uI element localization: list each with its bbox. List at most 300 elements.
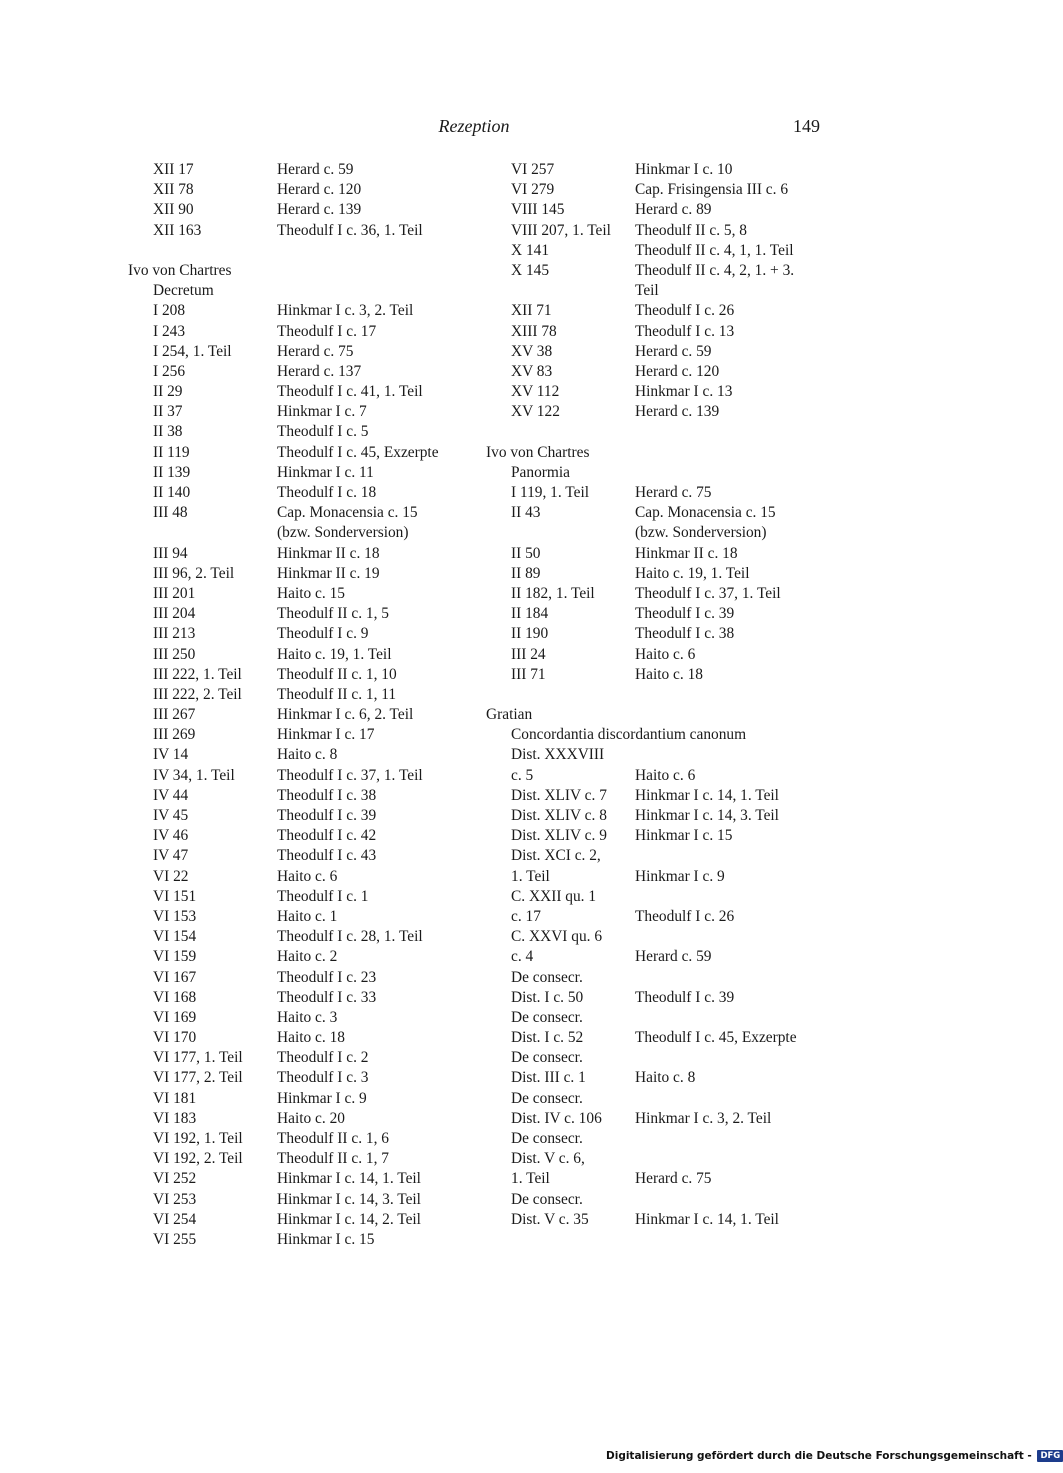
target-reference: Haito c. 18 bbox=[277, 1029, 345, 1047]
target-reference: Hinkmar I c. 9 bbox=[277, 1089, 367, 1107]
concordance-row bbox=[486, 564, 831, 584]
concordance-row bbox=[486, 584, 831, 604]
concordance-row bbox=[128, 806, 473, 826]
source-reference: III 222, 2. Teil bbox=[153, 685, 242, 703]
concordance-row bbox=[486, 523, 831, 543]
concordance-row bbox=[128, 564, 473, 584]
target-reference: Hinkmar I c. 14, 3. Teil bbox=[277, 1190, 421, 1208]
target-reference: Theodulf I c. 45, Exzerpte bbox=[635, 1029, 797, 1047]
concordance-row bbox=[128, 1129, 473, 1149]
source-reference: VI 279 bbox=[511, 181, 555, 199]
concordance-row bbox=[486, 907, 831, 927]
source-reference: III 71 bbox=[511, 665, 546, 683]
target-reference: Theodulf I c. 39 bbox=[277, 807, 377, 824]
target-reference: Theodulf I c. 42 bbox=[277, 827, 377, 845]
concordance-row bbox=[486, 624, 831, 644]
target-reference: Haito c. 6 bbox=[635, 645, 696, 663]
target-reference: Hinkmar I c. 3, 2. Teil bbox=[277, 302, 414, 320]
source-reference: VI 167 bbox=[153, 968, 197, 986]
target-reference: Haito c. 19, 1. Teil bbox=[635, 564, 750, 582]
footer-text: Digitalisierung gefördert durch die Deutsche Forschungsgemeinschaft - bbox=[606, 1450, 1032, 1462]
target-reference: Theodulf I c. 26 bbox=[635, 907, 735, 925]
source-reference: II 38 bbox=[153, 423, 183, 441]
concordance-row bbox=[128, 483, 473, 503]
concordance-row bbox=[128, 1068, 473, 1088]
source-reference: Dist. I c. 52 bbox=[511, 1029, 584, 1047]
concordance-row bbox=[128, 362, 473, 382]
source-reference: De consecr. bbox=[511, 1089, 583, 1107]
source-reference: XII 78 bbox=[153, 181, 194, 199]
concordance-row bbox=[486, 322, 831, 342]
concordance-row bbox=[486, 1210, 831, 1230]
source-reference: II 89 bbox=[511, 564, 541, 582]
heading-text: Gratian bbox=[486, 706, 533, 724]
concordance-row bbox=[486, 645, 831, 665]
concordance-row bbox=[128, 624, 473, 644]
source-reference: III 267 bbox=[153, 706, 196, 724]
source-reference: III 201 bbox=[153, 584, 196, 602]
target-reference: (bzw. Sonderversion) bbox=[277, 524, 409, 542]
target-reference: Herard c. 120 bbox=[635, 362, 720, 380]
target-reference: Cap. Monacensia c. 15 bbox=[277, 504, 418, 522]
concordance-row bbox=[128, 645, 473, 665]
section-subheading bbox=[486, 725, 831, 745]
source-reference: VI 170 bbox=[153, 1029, 197, 1047]
target-reference: Cap. Monacensia c. 15 bbox=[635, 504, 776, 522]
source-reference: c. 4 bbox=[511, 948, 534, 966]
source-reference: C. XXII qu. 1 bbox=[511, 887, 597, 905]
target-reference: Hinkmar I c. 14, 1. Teil bbox=[635, 1210, 779, 1228]
concordance-row bbox=[486, 988, 831, 1008]
target-reference: Herard c. 139 bbox=[277, 201, 362, 219]
target-reference: Hinkmar II c. 19 bbox=[277, 564, 380, 582]
target-reference: Theodulf I c. 18 bbox=[277, 484, 377, 501]
concordance-row bbox=[486, 281, 831, 301]
source-reference: III 48 bbox=[153, 504, 188, 522]
source-reference: I 254, 1. Teil bbox=[153, 342, 232, 360]
target-reference: Haito c. 3 bbox=[277, 1008, 338, 1026]
target-reference: Hinkmar I c. 15 bbox=[277, 1230, 375, 1248]
target-reference: Haito c. 8 bbox=[635, 1069, 696, 1087]
source-reference: VI 159 bbox=[153, 948, 197, 966]
target-reference: Theodulf I c. 3 bbox=[277, 1069, 369, 1087]
target-reference: Theodulf I c. 2 bbox=[277, 1049, 369, 1067]
source-reference: I 208 bbox=[153, 302, 186, 320]
source-reference: De consecr. bbox=[511, 1190, 583, 1208]
concordance-row bbox=[128, 443, 473, 463]
source-reference: VI 181 bbox=[153, 1089, 197, 1107]
concordance-row bbox=[128, 584, 473, 604]
concordance-row bbox=[128, 826, 473, 846]
concordance-row bbox=[486, 221, 831, 241]
target-reference: Herard c. 59 bbox=[635, 948, 712, 966]
target-reference: Theodulf I c. 9 bbox=[277, 625, 369, 643]
concordance-row bbox=[486, 544, 831, 564]
concordance-row bbox=[128, 1210, 473, 1230]
source-reference: III 204 bbox=[153, 605, 196, 623]
source-reference: VI 177, 2. Teil bbox=[153, 1069, 243, 1087]
left-column bbox=[128, 160, 473, 1250]
section-subheading bbox=[486, 463, 831, 483]
concordance-row bbox=[128, 301, 473, 321]
section-heading bbox=[486, 443, 831, 463]
concordance-row bbox=[486, 342, 831, 362]
source-reference: Dist. IV c. 106 bbox=[511, 1109, 602, 1127]
source-reference: I 119, 1. Teil bbox=[511, 484, 590, 501]
concordance-row bbox=[128, 988, 473, 1008]
section-subheading bbox=[128, 281, 473, 301]
target-reference: Theodulf II c. 1, 7 bbox=[277, 1150, 389, 1168]
target-reference: Theodulf I c. 13 bbox=[635, 322, 735, 340]
section-heading bbox=[128, 261, 473, 281]
concordance-row bbox=[486, 160, 831, 180]
target-reference: Hinkmar I c. 9 bbox=[635, 867, 725, 885]
source-reference: XIII 78 bbox=[511, 322, 557, 340]
concordance-row bbox=[128, 786, 473, 806]
target-reference: Hinkmar I c. 14, 1. Teil bbox=[277, 1170, 421, 1188]
concordance-row bbox=[486, 1089, 831, 1109]
concordance-row bbox=[486, 1149, 831, 1169]
concordance-row bbox=[486, 604, 831, 624]
source-reference: VI 168 bbox=[153, 988, 197, 1006]
source-reference: XV 112 bbox=[511, 383, 560, 401]
source-reference: De consecr. bbox=[511, 968, 583, 986]
concordance-row bbox=[486, 301, 831, 321]
target-reference: Haito c. 8 bbox=[277, 746, 338, 764]
concordance-row bbox=[128, 907, 473, 927]
concordance-row bbox=[128, 846, 473, 866]
concordance-row bbox=[128, 503, 473, 523]
concordance-row bbox=[486, 503, 831, 523]
source-reference: II 29 bbox=[153, 383, 183, 401]
target-reference: Cap. Frisingensia III c. 6 bbox=[635, 181, 789, 199]
concordance-row bbox=[486, 261, 831, 281]
concordance-row bbox=[486, 867, 831, 887]
concordance-row bbox=[128, 1169, 473, 1189]
source-reference: Dist. XLIV c. 7 bbox=[511, 786, 607, 804]
right-column bbox=[486, 160, 831, 1230]
concordance-row bbox=[128, 544, 473, 564]
source-reference: XII 17 bbox=[153, 161, 194, 178]
target-reference: Herard c. 75 bbox=[635, 484, 712, 501]
source-reference: XV 122 bbox=[511, 403, 560, 421]
target-reference: Theodulf I c. 5 bbox=[277, 423, 369, 441]
target-reference: Hinkmar I c. 13 bbox=[635, 383, 733, 401]
source-reference: I 243 bbox=[153, 322, 186, 340]
source-reference: Dist. I c. 50 bbox=[511, 988, 584, 1006]
source-reference: IV 14 bbox=[153, 746, 189, 764]
source-reference: Dist. III c. 1 bbox=[511, 1069, 586, 1087]
concordance-row bbox=[128, 402, 473, 422]
concordance-row bbox=[128, 604, 473, 624]
concordance-row bbox=[486, 786, 831, 806]
running-title: Rezeption bbox=[438, 116, 510, 136]
target-reference: Theodulf I c. 28, 1. Teil bbox=[277, 928, 423, 946]
source-reference: IV 46 bbox=[153, 827, 189, 845]
source-reference: II 184 bbox=[511, 605, 549, 623]
target-reference: (bzw. Sonderversion) bbox=[635, 524, 767, 542]
target-reference: Teil bbox=[635, 282, 659, 300]
target-reference: Theodulf II c. 5, 8 bbox=[635, 221, 747, 239]
source-reference: III 96, 2. Teil bbox=[153, 564, 235, 582]
concordance-row bbox=[486, 483, 831, 503]
target-reference: Hinkmar I c. 17 bbox=[277, 726, 375, 744]
target-reference: Theodulf I c. 17 bbox=[277, 322, 377, 340]
source-reference: De consecr. bbox=[511, 1008, 583, 1026]
source-reference: XV 38 bbox=[511, 342, 553, 360]
source-reference: VI 153 bbox=[153, 907, 197, 925]
target-reference: Hinkmar I c. 14, 2. Teil bbox=[277, 1210, 421, 1228]
target-reference: Hinkmar I c. 10 bbox=[635, 161, 733, 178]
concordance-row bbox=[128, 745, 473, 765]
concordance-row bbox=[486, 1109, 831, 1129]
target-reference: Theodulf I c. 41, 1. Teil bbox=[277, 383, 423, 401]
target-reference: Haito c. 19, 1. Teil bbox=[277, 645, 392, 663]
source-reference: III 222, 1. Teil bbox=[153, 665, 242, 683]
source-reference: Dist. XXXVIII bbox=[511, 746, 605, 764]
concordance-row bbox=[486, 947, 831, 967]
source-reference: II 182, 1. Teil bbox=[511, 584, 595, 602]
heading-text: Ivo von Chartres bbox=[128, 261, 232, 279]
concordance-row bbox=[128, 766, 473, 786]
concordance-row bbox=[128, 523, 473, 543]
concordance-row bbox=[128, 968, 473, 988]
concordance-row bbox=[128, 1028, 473, 1048]
concordance-row bbox=[128, 1230, 473, 1250]
concordance-row bbox=[128, 221, 473, 241]
concordance-row bbox=[486, 927, 831, 947]
concordance-row bbox=[128, 463, 473, 483]
concordance-row bbox=[128, 1190, 473, 1210]
concordance-row bbox=[486, 382, 831, 402]
target-reference: Herard c. 89 bbox=[635, 201, 712, 219]
target-reference: Haito c. 18 bbox=[635, 665, 703, 683]
source-reference: 1. Teil bbox=[511, 867, 550, 885]
source-reference: III 24 bbox=[511, 645, 546, 663]
concordance-row bbox=[486, 1169, 831, 1189]
concordance-row bbox=[486, 1028, 831, 1048]
target-reference: Haito c. 1 bbox=[277, 907, 338, 925]
concordance-row bbox=[128, 705, 473, 725]
source-reference: VI 183 bbox=[153, 1109, 197, 1127]
concordance-row bbox=[486, 241, 831, 261]
target-reference: Haito c. 2 bbox=[277, 948, 338, 966]
concordance-row bbox=[128, 322, 473, 342]
target-reference: Theodulf I c. 36, 1. Teil bbox=[277, 221, 423, 239]
source-reference: X 145 bbox=[511, 261, 550, 279]
target-reference: Theodulf II c. 1, 6 bbox=[277, 1130, 389, 1147]
source-reference: 1. Teil bbox=[511, 1170, 550, 1188]
source-reference: IV 45 bbox=[153, 807, 189, 824]
heading-text: Concordantia discordantium canonum bbox=[511, 726, 747, 744]
source-reference: III 213 bbox=[153, 625, 196, 643]
section-gap bbox=[486, 422, 831, 442]
source-reference: VI 169 bbox=[153, 1008, 197, 1026]
target-reference: Theodulf II c. 1, 5 bbox=[277, 605, 389, 623]
concordance-row bbox=[128, 887, 473, 907]
source-reference: Dist. XLIV c. 8 bbox=[511, 807, 607, 824]
target-reference: Haito c. 20 bbox=[277, 1109, 345, 1127]
concordance-row bbox=[486, 846, 831, 866]
target-reference: Hinkmar I c. 6, 2. Teil bbox=[277, 706, 414, 724]
concordance-row bbox=[128, 200, 473, 220]
target-reference: Hinkmar I c. 3, 2. Teil bbox=[635, 1109, 772, 1127]
source-reference: De consecr. bbox=[511, 1049, 583, 1067]
target-reference: Haito c. 6 bbox=[277, 867, 338, 885]
target-reference: Theodulf I c. 45, Exzerpte bbox=[277, 443, 439, 461]
source-reference: II 190 bbox=[511, 625, 549, 643]
concordance-row bbox=[128, 947, 473, 967]
source-reference: XII 71 bbox=[511, 302, 552, 320]
source-reference: I 256 bbox=[153, 362, 186, 380]
source-reference: II 119 bbox=[153, 443, 190, 461]
target-reference: Hinkmar I c. 11 bbox=[277, 463, 374, 481]
section-heading bbox=[486, 705, 831, 725]
target-reference: Theodulf II c. 1, 10 bbox=[277, 665, 397, 683]
concordance-row bbox=[128, 422, 473, 442]
concordance-row bbox=[128, 1008, 473, 1028]
source-reference: IV 44 bbox=[153, 786, 189, 804]
target-reference: Theodulf I c. 26 bbox=[635, 302, 735, 320]
source-reference: Dist. V c. 6, bbox=[511, 1150, 585, 1168]
source-reference: XV 83 bbox=[511, 362, 553, 380]
concordance-row bbox=[486, 402, 831, 422]
concordance-row bbox=[486, 968, 831, 988]
section-gap bbox=[486, 685, 831, 705]
source-reference: c. 5 bbox=[511, 766, 534, 784]
source-reference: C. XXVI qu. 6 bbox=[511, 928, 603, 946]
target-reference: Theodulf I c. 33 bbox=[277, 988, 377, 1006]
source-reference: VI 252 bbox=[153, 1170, 197, 1188]
source-reference: VI 177, 1. Teil bbox=[153, 1049, 243, 1067]
source-reference: II 43 bbox=[511, 504, 541, 522]
target-reference: Hinkmar I c. 14, 1. Teil bbox=[635, 786, 779, 804]
concordance-row bbox=[128, 1109, 473, 1129]
source-reference: XII 90 bbox=[153, 201, 194, 219]
heading-text: Panormia bbox=[511, 463, 570, 481]
target-reference: Theodulf II c. 4, 1, 1. Teil bbox=[635, 241, 794, 259]
dfg-logo: DFG bbox=[1037, 1450, 1063, 1462]
concordance-row bbox=[486, 1190, 831, 1210]
source-reference: VIII 145 bbox=[511, 201, 565, 219]
concordance-row bbox=[128, 1048, 473, 1068]
target-reference: Hinkmar I c. 14, 3. Teil bbox=[635, 807, 779, 824]
concordance-row bbox=[486, 200, 831, 220]
source-reference: VIII 207, 1. Teil bbox=[511, 221, 611, 239]
concordance-row bbox=[486, 887, 831, 907]
target-reference: Hinkmar I c. 15 bbox=[635, 827, 733, 845]
source-reference: III 250 bbox=[153, 645, 196, 663]
page-number: 149 bbox=[793, 116, 820, 136]
target-reference: Hinkmar I c. 7 bbox=[277, 403, 367, 421]
section-gap bbox=[128, 241, 473, 261]
source-reference: III 269 bbox=[153, 726, 196, 744]
concordance-row bbox=[128, 1089, 473, 1109]
target-reference: Theodulf I c. 39 bbox=[635, 988, 735, 1006]
source-reference: VI 254 bbox=[153, 1210, 197, 1228]
target-reference: Herard c. 75 bbox=[635, 1170, 712, 1188]
target-reference: Theodulf I c. 23 bbox=[277, 968, 377, 986]
source-reference: Dist. XLIV c. 9 bbox=[511, 827, 607, 845]
target-reference: Theodulf I c. 43 bbox=[277, 847, 377, 865]
concordance-row bbox=[128, 665, 473, 685]
source-reference: VI 192, 2. Teil bbox=[153, 1150, 243, 1168]
concordance-row bbox=[128, 725, 473, 745]
target-reference: Theodulf I c. 37, 1. Teil bbox=[635, 584, 781, 602]
concordance-row bbox=[128, 160, 473, 180]
source-reference: De consecr. bbox=[511, 1130, 583, 1147]
source-reference: VI 192, 1. Teil bbox=[153, 1130, 243, 1147]
concordance-row bbox=[128, 382, 473, 402]
concordance-row bbox=[486, 1048, 831, 1068]
source-reference: II 139 bbox=[153, 463, 191, 481]
source-reference: X 141 bbox=[511, 241, 550, 259]
target-reference: Theodulf I c. 39 bbox=[635, 605, 735, 623]
source-reference: VI 255 bbox=[153, 1230, 197, 1248]
source-reference: II 50 bbox=[511, 544, 541, 562]
concordance-row bbox=[128, 180, 473, 200]
target-reference: Herard c. 139 bbox=[635, 403, 720, 421]
source-reference: IV 34, 1. Teil bbox=[153, 766, 235, 784]
heading-text: Ivo von Chartres bbox=[486, 443, 590, 461]
target-reference: Theodulf I c. 38 bbox=[635, 625, 735, 643]
target-reference: Haito c. 6 bbox=[635, 766, 696, 784]
target-reference: Theodulf I c. 37, 1. Teil bbox=[277, 766, 423, 784]
source-reference: Dist. V c. 35 bbox=[511, 1210, 589, 1228]
footer-credit bbox=[606, 1448, 1061, 1464]
source-reference: II 37 bbox=[153, 403, 183, 421]
concordance-row bbox=[486, 1008, 831, 1028]
source-reference: VI 253 bbox=[153, 1190, 197, 1208]
target-reference: Herard c. 75 bbox=[277, 342, 354, 360]
source-reference: VI 151 bbox=[153, 887, 197, 905]
source-reference: VI 257 bbox=[511, 161, 555, 178]
concordance-row bbox=[486, 826, 831, 846]
concordance-row bbox=[128, 867, 473, 887]
concordance-row bbox=[486, 1068, 831, 1088]
concordance-row bbox=[486, 1129, 831, 1149]
target-reference: Herard c. 59 bbox=[635, 342, 712, 360]
source-reference: II 140 bbox=[153, 484, 191, 501]
source-reference: VI 154 bbox=[153, 928, 197, 946]
target-reference: Theodulf II c. 4, 2, 1. + 3. bbox=[635, 261, 795, 279]
target-reference: Theodulf I c. 1 bbox=[277, 887, 369, 905]
concordance-row bbox=[486, 180, 831, 200]
target-reference: Hinkmar II c. 18 bbox=[277, 544, 380, 562]
source-reference: c. 17 bbox=[511, 907, 541, 925]
concordance-row bbox=[128, 342, 473, 362]
target-reference: Herard c. 137 bbox=[277, 362, 362, 380]
target-reference: Herard c. 59 bbox=[277, 161, 354, 178]
target-reference: Theodulf II c. 1, 11 bbox=[277, 685, 397, 703]
concordance-row bbox=[486, 745, 831, 765]
concordance-row bbox=[128, 927, 473, 947]
target-reference: Theodulf I c. 38 bbox=[277, 786, 377, 804]
source-reference: XII 163 bbox=[153, 221, 202, 239]
target-reference: Hinkmar II c. 18 bbox=[635, 544, 738, 562]
target-reference: Haito c. 15 bbox=[277, 584, 345, 602]
source-reference: Dist. XCI c. 2, bbox=[511, 847, 601, 865]
heading-text: Decretum bbox=[153, 282, 214, 300]
concordance-row bbox=[128, 1149, 473, 1169]
concordance-row bbox=[486, 665, 831, 685]
source-reference: IV 47 bbox=[153, 847, 189, 865]
concordance-row bbox=[128, 685, 473, 705]
concordance-row bbox=[486, 362, 831, 382]
concordance-row bbox=[486, 766, 831, 786]
source-reference: VI 22 bbox=[153, 867, 189, 885]
concordance-row bbox=[486, 806, 831, 826]
